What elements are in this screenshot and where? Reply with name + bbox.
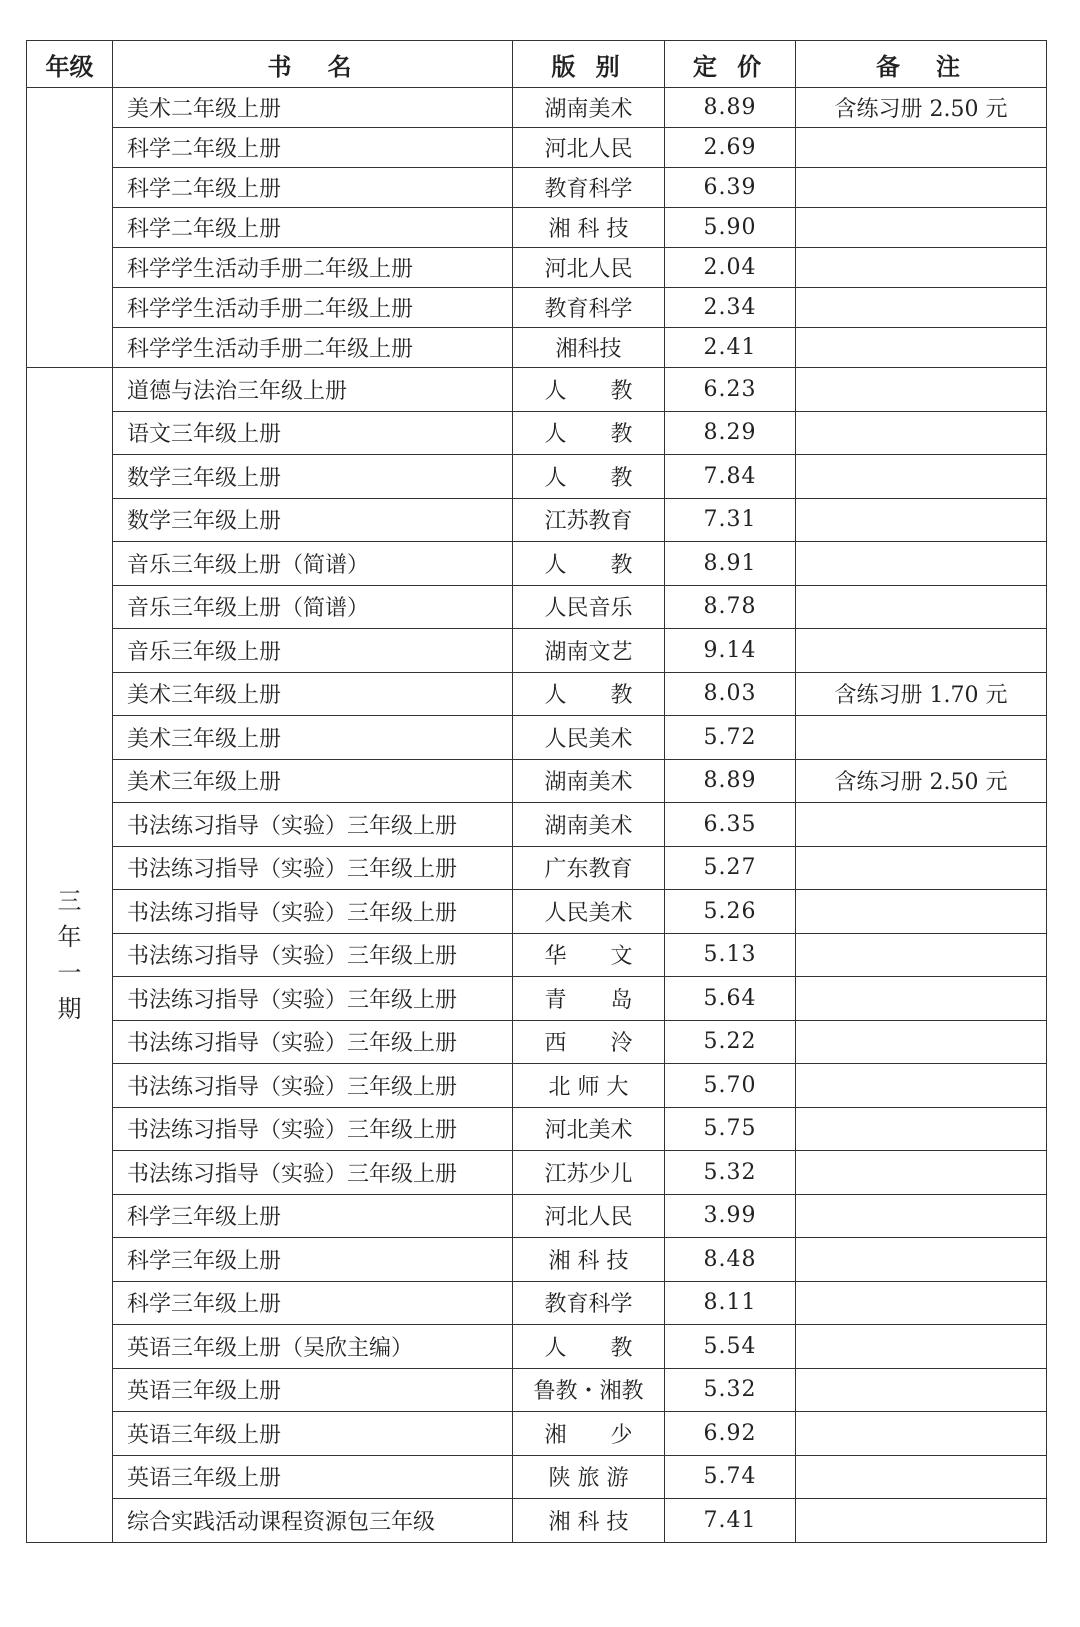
book-name-cell: 音乐三年级上册（简谱）	[113, 542, 513, 586]
book-name-cell: 科学学生活动手册二年级上册	[113, 248, 513, 288]
publisher-cell: 湘 少	[513, 1412, 665, 1456]
publisher-cell: 人 教	[513, 672, 665, 716]
table-row	[27, 1499, 1047, 1543]
note-cell	[796, 1412, 1047, 1456]
publisher-cell: 湘 科 技	[513, 208, 665, 248]
note-cell	[796, 716, 1047, 760]
table-row	[27, 1064, 1047, 1108]
table-row	[27, 716, 1047, 760]
table-row	[27, 1238, 1047, 1282]
price-cell: 6.23	[665, 368, 796, 412]
price-cell: 9.14	[665, 629, 796, 673]
publisher-cell: 陕 旅 游	[513, 1455, 665, 1499]
note-cell: 含练习册 2.50 元	[796, 88, 1047, 128]
publisher-cell: 河北美术	[513, 1107, 665, 1151]
book-name-cell: 书法练习指导（实验）三年级上册	[113, 977, 513, 1021]
price-cell: 8.89	[665, 88, 796, 128]
table-row	[27, 846, 1047, 890]
note-cell	[796, 1368, 1047, 1412]
table-row	[27, 629, 1047, 673]
book-name-cell: 科学学生活动手册二年级上册	[113, 288, 513, 328]
price-cell: 5.32	[665, 1368, 796, 1412]
book-name-cell: 数学三年级上册	[113, 455, 513, 499]
publisher-cell: 湘科技	[513, 328, 665, 368]
book-name-cell: 书法练习指导（实验）三年级上册	[113, 1064, 513, 1108]
publisher-cell: 河北人民	[513, 128, 665, 168]
book-name-cell: 数学三年级上册	[113, 498, 513, 542]
book-name-cell: 英语三年级上册（吴欣主编）	[113, 1325, 513, 1369]
note-cell	[796, 1064, 1047, 1108]
book-name-cell: 英语三年级上册	[113, 1455, 513, 1499]
note-cell	[796, 411, 1047, 455]
table-row	[27, 1368, 1047, 1412]
note-cell	[796, 1281, 1047, 1325]
publisher-cell: 湘 科 技	[513, 1238, 665, 1282]
note-cell: 含练习册 2.50 元	[796, 759, 1047, 803]
note-cell	[796, 933, 1047, 977]
publisher-cell: 人 教	[513, 411, 665, 455]
table-row	[27, 542, 1047, 586]
grade-group-3rd-term1	[27, 368, 1047, 1543]
book-name-cell: 书法练习指导（实验）三年级上册	[113, 933, 513, 977]
table-row	[27, 759, 1047, 803]
grade-cell	[27, 88, 113, 368]
publisher-cell: 湘 科 技	[513, 1499, 665, 1543]
table-row	[27, 368, 1047, 412]
table-row	[27, 411, 1047, 455]
price-cell: 5.74	[665, 1455, 796, 1499]
book-name-cell: 科学二年级上册	[113, 208, 513, 248]
price-cell: 5.26	[665, 890, 796, 934]
table-row	[27, 455, 1047, 499]
table-row	[27, 498, 1047, 542]
note-cell	[796, 168, 1047, 208]
table-row	[27, 1020, 1047, 1064]
note-cell: 含练习册 1.70 元	[796, 672, 1047, 716]
publisher-cell: 人 教	[513, 1325, 665, 1369]
book-name-cell: 书法练习指导（实验）三年级上册	[113, 1107, 513, 1151]
book-name-cell: 美术三年级上册	[113, 672, 513, 716]
price-cell: 2.04	[665, 248, 796, 288]
price-cell: 8.89	[665, 759, 796, 803]
price-cell: 2.69	[665, 128, 796, 168]
note-cell	[796, 629, 1047, 673]
price-cell: 8.48	[665, 1238, 796, 1282]
price-cell: 6.92	[665, 1412, 796, 1456]
price-cell: 7.84	[665, 455, 796, 499]
book-name-cell: 书法练习指导（实验）三年级上册	[113, 1020, 513, 1064]
book-name-cell: 科学三年级上册	[113, 1238, 513, 1282]
price-cell: 5.13	[665, 933, 796, 977]
publisher-cell: 人民音乐	[513, 585, 665, 629]
price-cell: 7.41	[665, 1499, 796, 1543]
publisher-cell: 人 教	[513, 542, 665, 586]
table-row	[27, 248, 1047, 288]
price-cell: 8.03	[665, 672, 796, 716]
book-name-cell: 音乐三年级上册	[113, 629, 513, 673]
note-cell	[796, 542, 1047, 586]
price-cell: 8.29	[665, 411, 796, 455]
note-cell	[796, 846, 1047, 890]
book-name-cell: 音乐三年级上册（简谱）	[113, 585, 513, 629]
note-cell	[796, 208, 1047, 248]
note-cell	[796, 128, 1047, 168]
price-cell: 8.78	[665, 585, 796, 629]
note-cell	[796, 1238, 1047, 1282]
publisher-cell: 人 教	[513, 368, 665, 412]
publisher-cell: 河北人民	[513, 1194, 665, 1238]
book-name-cell: 书法练习指导（实验）三年级上册	[113, 846, 513, 890]
publisher-cell: 华 文	[513, 933, 665, 977]
book-name-cell: 英语三年级上册	[113, 1412, 513, 1456]
note-cell	[796, 803, 1047, 847]
table-row	[27, 672, 1047, 716]
table-row	[27, 977, 1047, 1021]
note-cell	[796, 1020, 1047, 1064]
table-row	[27, 1151, 1047, 1195]
note-cell	[796, 1325, 1047, 1369]
table-row	[27, 1325, 1047, 1369]
price-cell: 8.91	[665, 542, 796, 586]
publisher-cell: 北 师 大	[513, 1064, 665, 1108]
price-cell: 3.99	[665, 1194, 796, 1238]
table-row	[27, 1412, 1047, 1456]
book-name-cell: 科学三年级上册	[113, 1194, 513, 1238]
book-name-cell: 语文三年级上册	[113, 411, 513, 455]
note-cell	[796, 1194, 1047, 1238]
table-row	[27, 288, 1047, 328]
grade-group-2nd	[27, 88, 1047, 368]
note-cell	[796, 1499, 1047, 1543]
price-cell: 2.41	[665, 328, 796, 368]
book-name-cell: 科学二年级上册	[113, 168, 513, 208]
publisher-cell: 湖南文艺	[513, 629, 665, 673]
book-name-cell: 美术二年级上册	[113, 88, 513, 128]
note-cell	[796, 248, 1047, 288]
publisher-cell: 鲁教・湘教	[513, 1368, 665, 1412]
table-header	[27, 41, 1047, 88]
price-cell: 5.64	[665, 977, 796, 1021]
publisher-cell: 江苏教育	[513, 498, 665, 542]
textbook-price-table	[26, 40, 1047, 1543]
publisher-cell: 西 泠	[513, 1020, 665, 1064]
table-row	[27, 1194, 1047, 1238]
publisher-cell: 河北人民	[513, 248, 665, 288]
publisher-cell: 人民美术	[513, 890, 665, 934]
price-cell: 8.11	[665, 1281, 796, 1325]
note-cell	[796, 498, 1047, 542]
note-cell	[796, 1455, 1047, 1499]
price-cell: 5.27	[665, 846, 796, 890]
book-name-cell: 英语三年级上册	[113, 1368, 513, 1412]
price-cell: 6.35	[665, 803, 796, 847]
table-row	[27, 803, 1047, 847]
note-cell	[796, 368, 1047, 412]
publisher-cell: 教育科学	[513, 168, 665, 208]
publisher-cell: 湖南美术	[513, 803, 665, 847]
header-publisher: 版 别	[513, 41, 665, 88]
note-cell	[796, 1107, 1047, 1151]
publisher-cell: 湖南美术	[513, 759, 665, 803]
table-row	[27, 1107, 1047, 1151]
book-name-cell: 美术三年级上册	[113, 716, 513, 760]
price-cell: 5.54	[665, 1325, 796, 1369]
header-row	[27, 41, 1047, 88]
publisher-cell: 人民美术	[513, 716, 665, 760]
grade-cell	[27, 368, 113, 1543]
grade-label: 三年一期	[57, 886, 82, 1023]
book-name-cell: 科学三年级上册	[113, 1281, 513, 1325]
publisher-cell: 教育科学	[513, 288, 665, 328]
book-name-cell: 道德与法治三年级上册	[113, 368, 513, 412]
note-cell	[796, 585, 1047, 629]
table-row	[27, 88, 1047, 128]
note-cell	[796, 1151, 1047, 1195]
header-price: 定 价	[665, 41, 796, 88]
price-cell: 5.75	[665, 1107, 796, 1151]
book-name-cell: 书法练习指导（实验）三年级上册	[113, 890, 513, 934]
price-cell: 6.39	[665, 168, 796, 208]
price-cell: 5.90	[665, 208, 796, 248]
publisher-cell: 江苏少儿	[513, 1151, 665, 1195]
note-cell	[796, 288, 1047, 328]
table-row	[27, 1281, 1047, 1325]
table-row	[27, 585, 1047, 629]
publisher-cell: 青 岛	[513, 977, 665, 1021]
table-row	[27, 890, 1047, 934]
table-row	[27, 208, 1047, 248]
price-cell: 5.22	[665, 1020, 796, 1064]
book-name-cell: 美术三年级上册	[113, 759, 513, 803]
publisher-cell: 湖南美术	[513, 88, 665, 128]
note-cell	[796, 977, 1047, 1021]
header-note: 备 注	[796, 41, 1047, 88]
table-row	[27, 328, 1047, 368]
book-name-cell: 书法练习指导（实验）三年级上册	[113, 1151, 513, 1195]
publisher-cell: 教育科学	[513, 1281, 665, 1325]
price-cell: 2.34	[665, 288, 796, 328]
table-row	[27, 128, 1047, 168]
note-cell	[796, 455, 1047, 499]
book-name-cell: 科学学生活动手册二年级上册	[113, 328, 513, 368]
header-name: 书 名	[113, 41, 513, 88]
price-cell: 5.32	[665, 1151, 796, 1195]
textbook-price-table-page	[26, 40, 1046, 1543]
price-cell: 5.72	[665, 716, 796, 760]
publisher-cell: 广东教育	[513, 846, 665, 890]
book-name-cell: 科学二年级上册	[113, 128, 513, 168]
note-cell	[796, 890, 1047, 934]
table-row	[27, 933, 1047, 977]
price-cell: 7.31	[665, 498, 796, 542]
book-name-cell: 综合实践活动课程资源包三年级	[113, 1499, 513, 1543]
price-cell: 5.70	[665, 1064, 796, 1108]
book-name-cell: 书法练习指导（实验）三年级上册	[113, 803, 513, 847]
table-row	[27, 168, 1047, 208]
header-grade: 年级	[27, 41, 113, 88]
table-row	[27, 1455, 1047, 1499]
note-cell	[796, 328, 1047, 368]
publisher-cell: 人 教	[513, 455, 665, 499]
